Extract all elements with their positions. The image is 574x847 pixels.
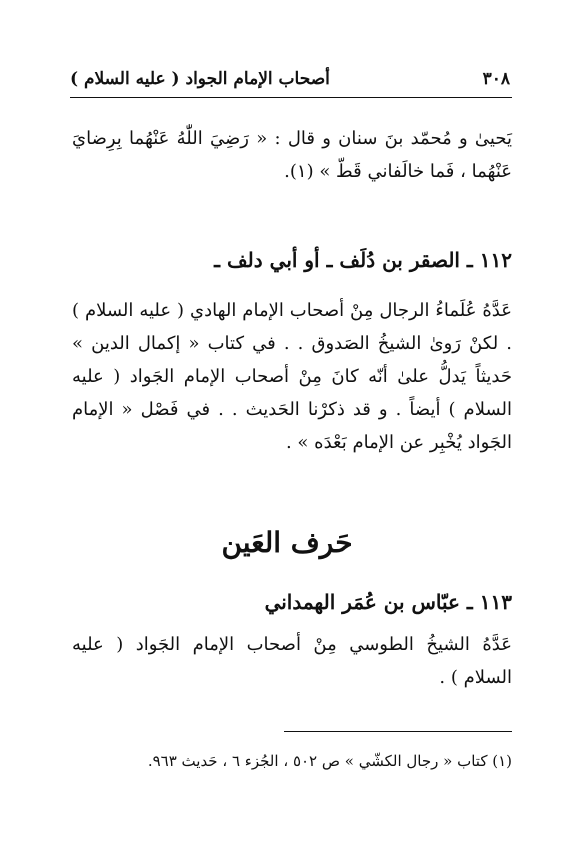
entry-112-title: ١١٢ ـ الصقر بن دُلَف ـ أو أبي دلف ـ <box>214 248 512 272</box>
page-number: ٣٠٨ <box>482 69 510 89</box>
header-rule <box>70 97 512 98</box>
page-header <box>70 64 510 94</box>
paragraph-entry-112: عَدَّهُ عُلَماءُ الرجال مِنْ أصحاب الإمام الهادي ( عليه السلام ) . لكنْ رَوىٰ الشيخُ الصَدوق . . في كتاب « إكمال الدين » حَديثاً يَدلُّ علىٰ أنّه كانَ مِنْ أصحاب الإمام الجَواد ( عليه السلام ) أيضاً . و قد ذكرْنا الحَديث . . في فَصْل « الإمام الجَواد يُخْبِر عن الإمام بَعْدَه » . <box>72 300 512 453</box>
footnote-rule <box>284 731 512 732</box>
paragraph-continuation: يَحيىٰ و مُحمّد بنَ سنان و قال : « رَضِيَ اللّٰهُ عَنْهُما بِرِضايَ عَنْهُما ، فَما خالَفاني قَطّ » (١). <box>72 128 512 182</box>
entry-113-title: ١١٣ ـ عبّاس بن عُمَر الهمداني <box>264 590 512 614</box>
section-heading: حَرف العَين <box>221 526 353 559</box>
running-title: أصحاب الإمام الجواد ( عليه السلام ) <box>70 69 330 89</box>
paragraph-entry-113: عَدَّهُ الشيخُ الطوسي مِنْ أصحاب الإمام الجَواد ( عليه السلام ) . <box>72 634 512 688</box>
footnote: (١) كتاب « رجال الكشّي » ص ٥٠٢ ، الجُزء ٦ ، حَديث ٩٦٣. <box>147 752 512 770</box>
